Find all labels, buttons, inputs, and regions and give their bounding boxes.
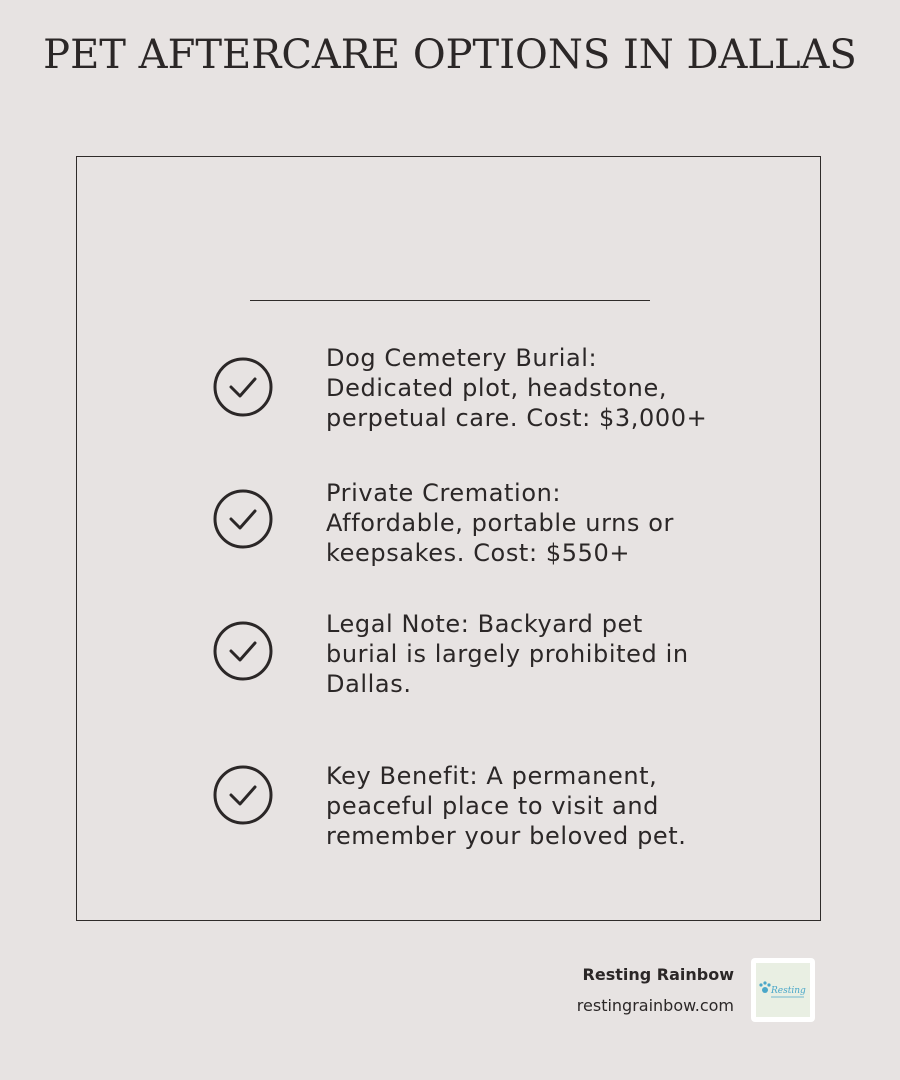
item-line: Private Cremation: xyxy=(326,479,562,507)
item-text xyxy=(326,761,786,851)
item-text xyxy=(326,478,786,568)
item-line: Dog Cemetery Burial: xyxy=(326,344,598,372)
check-circle-icon xyxy=(212,356,274,418)
item-line: remember your beloved pet. xyxy=(326,822,687,850)
item-line: perpetual care. Cost: $3,000+ xyxy=(326,404,708,432)
divider-line xyxy=(250,300,650,301)
brand-logo[interactable] xyxy=(751,958,815,1022)
item-line: peaceful place to visit and xyxy=(326,792,659,820)
check-circle-icon xyxy=(212,764,274,826)
paw-logo-icon xyxy=(756,975,810,1005)
item-line: Key Benefit: A permanent, xyxy=(326,762,658,790)
item-text xyxy=(326,609,786,699)
item-text xyxy=(326,343,786,433)
item-line: Dedicated plot, headstone, xyxy=(326,374,668,402)
brand-name: Resting Rainbow xyxy=(582,965,734,984)
page-title: PET AFTERCARE OPTIONS IN DALLAS xyxy=(43,32,857,78)
item-line: Dallas. xyxy=(326,670,412,698)
logo-image xyxy=(756,963,810,1017)
item-line: burial is largely prohibited in xyxy=(326,640,689,668)
item-line: keepsakes. Cost: $550+ xyxy=(326,539,631,567)
check-circle-icon xyxy=(212,488,274,550)
item-line: Affordable, portable urns or xyxy=(326,509,675,537)
item-line: Legal Note: Backyard pet xyxy=(326,610,643,638)
brand-url[interactable]: restingrainbow.com xyxy=(576,996,734,1015)
check-circle-icon xyxy=(212,620,274,682)
logo-text: Resting xyxy=(771,986,806,996)
